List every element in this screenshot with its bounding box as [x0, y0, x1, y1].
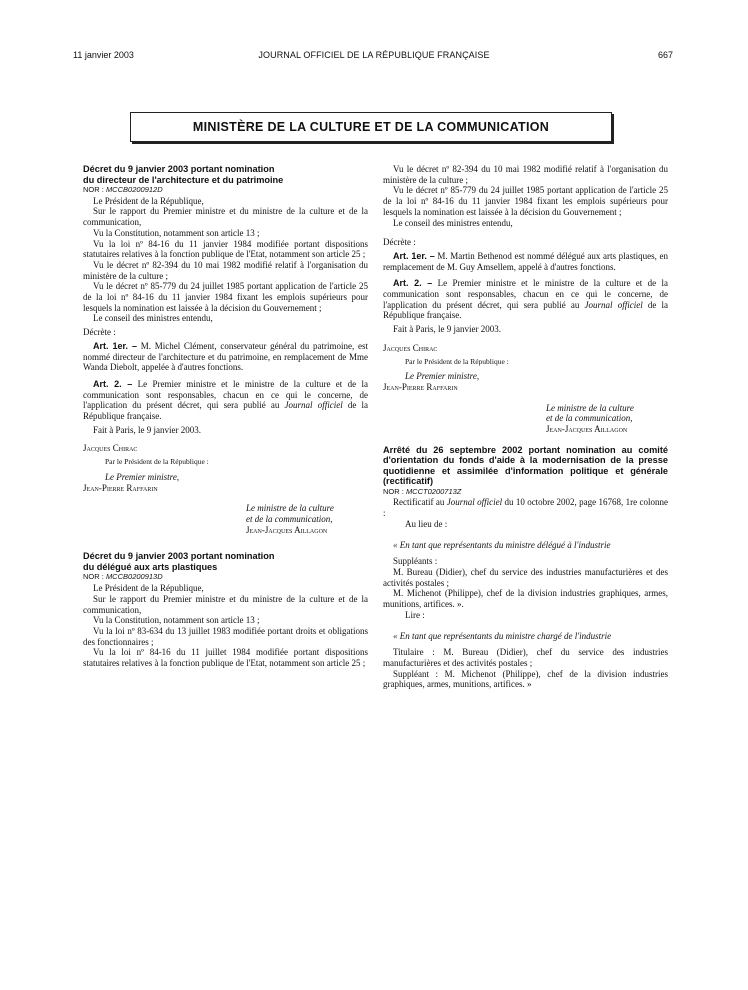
suppleants-label: Suppléants : [393, 556, 438, 567]
decree2-para: Sur le rapport du Premier ministre et du ministre de la culture et de la communication, [83, 593, 368, 615]
decree2-para: Le Président de la République, [93, 583, 204, 594]
page-number: 667 [657, 50, 673, 60]
ministry-heading [130, 112, 612, 142]
decree1-decrete: Décrète : [83, 327, 116, 338]
pm-name: Jean-Pierre Raffarin [83, 482, 158, 493]
decree2-para: Vu la loi nº 84-16 du 11 juillet 1984 modifiée portant dispositions statutaires relatives à la fonction publique de l'Etat, notamment son article 25 ; [83, 647, 368, 669]
minister-title: Le ministre de la culture [546, 402, 634, 413]
decree2-para: Vu la loi nº 83-634 du 13 juillet 1983 modifiée portant droits et obligations des fonctionnaires ; [83, 625, 368, 647]
arrete-nor [383, 487, 668, 498]
nor-label: NOR : [83, 572, 104, 582]
decree1-article-2 [83, 379, 368, 422]
decree2-article-1 [383, 251, 668, 272]
article-number: Art. 1er. – [393, 250, 435, 261]
article-text: M. Martin Bethenod est nommé délégué aux arts plastiques, en remplacement de M. Guy Amsellem, appelé à d'autres fonctions. [383, 250, 669, 272]
au-lieu-de: Au lieu de : [405, 518, 448, 529]
journal-reference: Journal officiel [446, 497, 503, 508]
decree2-fait: Fait à Paris, le 9 janvier 2003. [393, 324, 501, 335]
president-signature: Jacques Chirac [383, 342, 438, 353]
article-text: de la République française. [83, 400, 369, 422]
decree1-para: Vu le décret nº 85-779 du 24 juillet 1985 portant application de l'article 25 de la loi nº 84-16 du 11 janvier 1984 fixant les emplois supérieurs pour lesquels la nomination est laissée à la décision du Gouvernement ; [83, 281, 368, 313]
decree1-title-line1: Décret du 9 janvier 2003 portant nomination [83, 164, 275, 174]
nor-code: MCCT0200713Z [405, 486, 462, 496]
article-text: M. Michel Clément, conservateur général du patrimoine, est nommé directeur de l'architecture et du patrimoine, en remplacement de Mme Wanda Diebolt, appelée à d'autres fonctions. [83, 340, 368, 373]
nor-code: MCCB0200913D [105, 572, 163, 582]
rectificatif-text: Rectificatif au [393, 497, 445, 508]
rectificatif-text: du 10 octobre 2002, page 16768, 1re colonne : [383, 497, 668, 519]
par-president: Par le Président de la République : [405, 356, 509, 366]
decree2-decrete: Décrète : [383, 237, 416, 248]
decree1-fait: Fait à Paris, le 9 janvier 2003. [93, 424, 201, 435]
rectificatif [383, 497, 668, 518]
decree1-para: Vu le décret nº 82-394 du 10 mai 1982 modifié relatif à l'organisation du ministère de la culture ; [83, 259, 368, 281]
article-text: Le Premier ministre et le ministre de la culture et de la communication sont responsables, chacun en ce qui le concerne, de l'application du présent décret, qui sera publié au [83, 378, 369, 411]
suppleant-2: M. Michenot (Philippe), chef de la division industries graphiques, armes, munitions, artifices. ». [383, 588, 668, 610]
article-number: Art. 2. – [393, 278, 433, 289]
decree1-para: Le conseil des ministres entendu, [93, 313, 213, 324]
decree1-para: Vu la loi nº 84-16 du 11 janvier 1984 modifiée portant dispositions statutaires relatives à la fonction publique de l'Etat, notamment son article 25 ; [83, 238, 368, 260]
decree1-nor [83, 185, 368, 196]
par-president: Par le Président de la République : [105, 457, 209, 467]
left-column [83, 164, 368, 669]
decree1-para: Le Président de la République, [93, 195, 204, 206]
lire: Lire : [405, 609, 425, 620]
article-text: de la République française. [383, 299, 669, 321]
journal-title: JOURNAL OFFICIEL DE LA RÉPUBLIQUE FRANÇAISE [258, 50, 490, 60]
pm-title: Le Premier ministre, [405, 371, 480, 382]
decree1-para: Sur le rapport du Premier ministre et du ministre de la culture et de la communication, [83, 206, 368, 228]
header-date: 11 janvier 2003 [73, 50, 134, 60]
nor-code: MCCB0200912D [105, 185, 163, 194]
nor-label: NOR : [383, 486, 404, 496]
quote-1: « En tant que représentants du ministre délégué à l'industrie [393, 539, 611, 550]
decree1-article-1 [83, 341, 368, 373]
decree1-title-line2: du directeur de l'architecture et du patrimoine [83, 174, 284, 185]
decree2-nor [83, 572, 368, 583]
minister-title: et de la communication, [246, 513, 333, 524]
decree2-para: Vu le décret nº 85-779 du 24 juillet 1985 portant application de l'article 25 de la loi nº 84-16 du 11 janvier 1984 fixant les emplois supérieurs pour lesquels la nomination est laissée à la décision du Gouvernement ; [383, 185, 668, 217]
article-number: Art. 2. – [93, 378, 133, 389]
decree2-para: Le conseil des ministres entendu, [393, 217, 513, 228]
decree2-title-line1: Décret du 9 janvier 2003 portant nomination [83, 551, 275, 562]
quote-2: « En tant que représentants du ministre chargé de l'industrie [393, 630, 612, 641]
arrete-title: Arrêté du 26 septembre 2002 portant nomination au comité d'orientation du fonds d'aide à la modernisation de la presse quotidienne et assimilée d'information politique et générale (rectificatif) [383, 444, 668, 487]
minister-title: Le ministre de la culture [246, 503, 334, 514]
suppleant: Suppléant : M. Michenot (Philippe), chef de la division industries graphiques, armes, munitions, artifices. » [383, 668, 668, 690]
decree2-title-line2: du délégué aux arts plastiques [83, 561, 218, 572]
minister-name: Jean-Jacques Aillagon [246, 524, 328, 535]
ministry-title: MINISTÈRE DE LA CULTURE ET DE LA COMMUNICATION [192, 120, 550, 134]
decree1-para: Vu la Constitution, notamment son article 13 ; [93, 227, 260, 238]
minister-title: et de la communication, [546, 413, 633, 424]
journal-reference: Journal officiel [584, 299, 643, 310]
right-column [383, 164, 668, 690]
article-number: Art. 1er. – [93, 340, 137, 351]
decree2-article-2 [383, 278, 668, 321]
article-text: Le Premier ministre et le ministre de la culture et de la communication sont responsables, chacun en ce qui le concerne, de l'application du présent décret, qui sera publié au [383, 278, 669, 310]
pm-name: Jean-Pierre Raffarin [383, 381, 458, 392]
minister-name: Jean-Jacques Aillagon [546, 424, 628, 435]
decree2-para: Vu le décret nº 82-394 du 10 mai 1982 modifié relatif à l'organisation du ministère de la culture ; [383, 164, 668, 185]
pm-title: Le Premier ministre, [105, 471, 180, 482]
suppleant-1: M. Bureau (Didier), chef du service des industries manufacturières et des activités postales ; [383, 566, 668, 588]
nor-label: NOR : [83, 185, 104, 194]
president-signature: Jacques Chirac [83, 443, 138, 454]
titulaire: Titulaire : M. Bureau (Didier), chef du service des industries manufacturières et des activités postales ; [383, 647, 668, 668]
decree2-para: Vu la Constitution, notamment son article 13 ; [93, 615, 260, 626]
journal-reference: Journal officiel [284, 400, 343, 411]
